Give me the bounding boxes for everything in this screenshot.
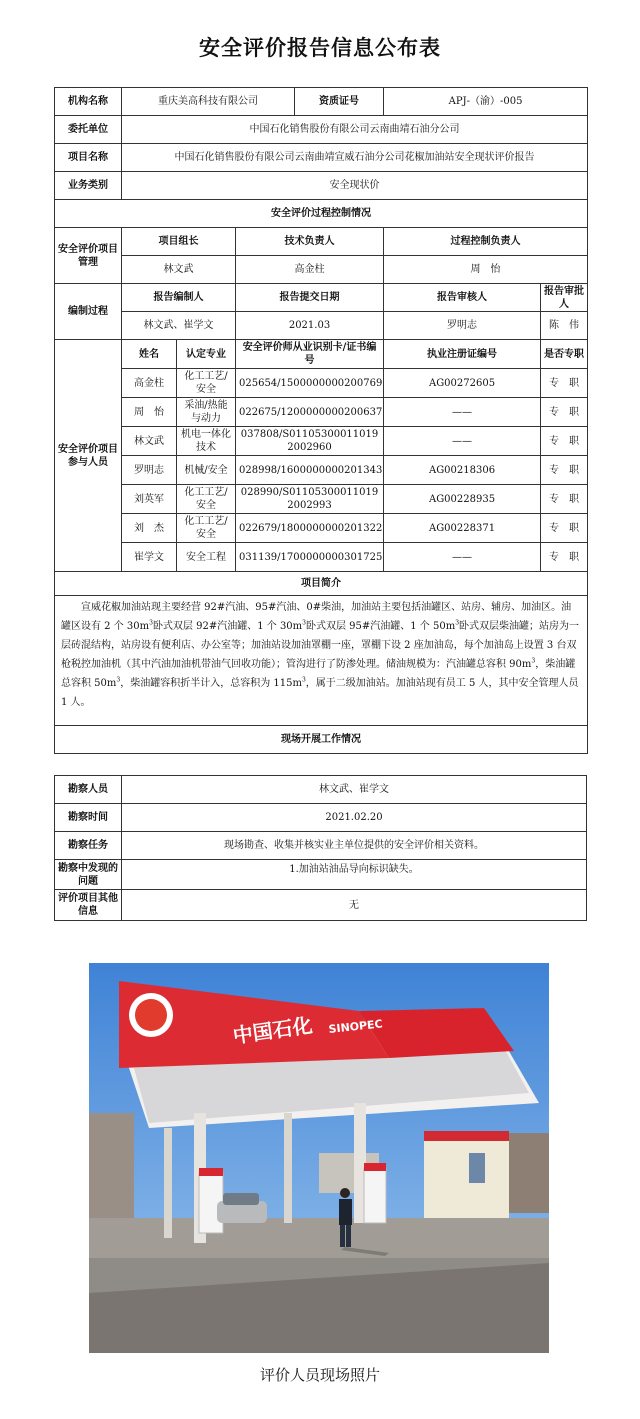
member-fulltime: 专 职 <box>541 398 588 427</box>
member-reg: AG00218306 <box>384 456 541 485</box>
business-type-label: 业务类别 <box>55 172 122 200</box>
other-info-label: 评价项目其他信息 <box>55 890 122 921</box>
client-value: 中国石化销售股份有限公司云南曲靖石油分公司 <box>122 116 588 144</box>
tech-leader-value: 高金柱 <box>236 256 384 284</box>
participants-label: 安全评价项目参与人员 <box>55 340 122 572</box>
member-reg: —— <box>384 543 541 572</box>
member-fulltime: 专 职 <box>541 485 588 514</box>
client-label: 委托单位 <box>55 116 122 144</box>
table-row <box>55 514 588 543</box>
member-cert: 022679/1800000000201322 <box>236 514 384 543</box>
member-fulltime: 专 职 <box>541 427 588 456</box>
survey-staff-value: 林文武、崔学文 <box>122 776 587 804</box>
member-fulltime: 专 职 <box>541 543 588 572</box>
col-fulltime-header: 是否专职 <box>541 340 588 369</box>
cert-no-value: APJ-（渝）-005 <box>384 88 588 116</box>
member-major: 机械/安全 <box>177 456 236 485</box>
table-row <box>55 427 588 456</box>
col-cert-header: 安全评价师从业识别卡/证书编号 <box>236 340 384 369</box>
member-reg: AG00228935 <box>384 485 541 514</box>
process-leader-label: 过程控制负责人 <box>384 228 588 256</box>
member-fulltime: 专 职 <box>541 369 588 398</box>
photo-caption: 评价人员现场照片 <box>259 1366 380 1384</box>
report-writer-label: 报告编制人 <box>122 284 236 312</box>
member-major: 化工工艺/安全 <box>177 485 236 514</box>
process-leader-value: 周 怡 <box>384 256 588 284</box>
member-major: 化工工艺/安全 <box>177 369 236 398</box>
member-major: 机电一体化技术 <box>177 427 236 456</box>
field-work-heading: 现场开展工作情况 <box>55 726 588 754</box>
canopy-brand-cn: 中国石化 <box>231 1013 314 1048</box>
project-leader-value: 林文武 <box>122 256 236 284</box>
member-cert: 022675/1200000000200637 <box>236 398 384 427</box>
project-name-value: 中国石化销售股份有限公司云南曲靖宣威石油分公司花椒加油站安全现状评价报告 <box>122 144 588 172</box>
project-name-label: 项目名称 <box>55 144 122 172</box>
submit-date-label: 报告提交日期 <box>236 284 384 312</box>
member-major: 安全工程 <box>177 543 236 572</box>
table-row <box>55 398 588 427</box>
approver-value: 陈 伟 <box>541 312 588 340</box>
reviewer-label: 报告审核人 <box>384 284 541 312</box>
survey-task-value: 现场勘查、收集并核实业主单位提供的安全评价相关资料。 <box>122 832 587 860</box>
project-leader-label: 项目组长 <box>122 228 236 256</box>
report-writer-value: 林文武、崔学文 <box>122 312 236 340</box>
member-reg: —— <box>384 398 541 427</box>
submit-date-value: 2021.03 <box>236 312 384 340</box>
member-major: 化工工艺/安全 <box>177 514 236 543</box>
approver-label: 报告审批人 <box>541 284 588 312</box>
business-type-value: 安全现状价 <box>122 172 588 200</box>
table-row <box>55 543 588 572</box>
member-reg: —— <box>384 427 541 456</box>
member-cert: 037808/S011053000110192002960 <box>236 427 384 456</box>
org-name-label: 机构名称 <box>55 88 122 116</box>
other-info-value: 无 <box>122 890 587 921</box>
survey-table <box>54 775 587 921</box>
survey-task-label: 勘察任务 <box>55 832 122 860</box>
project-mgmt-label: 安全评价项目管理 <box>55 228 122 284</box>
col-name-header: 姓名 <box>122 340 177 369</box>
project-intro: 宣威花椒加油站现主要经营 92#汽油、95#汽油、0#柴油，加油站主要包括油罐区、站房、辅房、加油区。油罐区设有 2 个 $30m^3$卧式双层 92#汽油罐、1 个 $30m^3$卧式双层 95#汽油罐、1 个 $50m^3$卧式双层柴油罐；站房为一层砖混结构，站房设有便利店、办公室等；加油站设加油罩棚一座，罩棚下设 2 座加油岛，每个加油岛上设置 3 台双枪税控加油机（其中汽油加油机带油气回收功能）；管沟进行了防渗处理。储油规模为：汽油罐总容积 $90m^3$，柴油罐总容积 $50m^3$，柴油罐容积折半计入，总容积为 $115m^3$，属于二级加油站。加油站现有员工 5 人，其中安全管理人员 1 人。 <box>55 596 588 726</box>
survey-issues-value: 1.加油站油品导向标识缺失。 <box>122 860 587 890</box>
table-row <box>55 369 588 398</box>
table-row <box>55 485 588 514</box>
col-reg-header: 执业注册证编号 <box>384 340 541 369</box>
intro-heading: 项目简介 <box>55 572 588 596</box>
member-reg: AG00228371 <box>384 514 541 543</box>
survey-staff-label: 勘察人员 <box>55 776 122 804</box>
process-control-heading: 安全评价过程控制情况 <box>55 200 588 228</box>
site-photo <box>89 963 549 1353</box>
survey-time-value: 2021.02.20 <box>122 804 587 832</box>
member-reg: AG00272605 <box>384 369 541 398</box>
member-name: 刘英军 <box>122 485 177 514</box>
page-title: 安全评价报告信息公布表 <box>199 36 441 60</box>
member-fulltime: 专 职 <box>541 456 588 485</box>
survey-issues-label: 勘察中发现的问题 <box>55 860 122 890</box>
member-cert: 028998/1600000000201343 <box>236 456 384 485</box>
canopy-brand-en: SINOPEC <box>327 1017 384 1036</box>
org-name-value: 重庆美高科技有限公司 <box>122 88 295 116</box>
reviewer-value: 罗明志 <box>384 312 541 340</box>
member-cert: 025654/1500000000200769 <box>236 369 384 398</box>
member-name: 林文武 <box>122 427 177 456</box>
report-info-table <box>54 87 588 754</box>
tech-leader-label: 技术负责人 <box>236 228 384 256</box>
member-major: 采油/热能与动力 <box>177 398 236 427</box>
table-row <box>55 456 588 485</box>
member-name: 罗明志 <box>122 456 177 485</box>
col-major-header: 认定专业 <box>177 340 236 369</box>
member-cert: 031139/1700000000301725 <box>236 543 384 572</box>
member-fulltime: 专 职 <box>541 514 588 543</box>
survey-time-label: 勘察时间 <box>55 804 122 832</box>
member-name: 崔学文 <box>122 543 177 572</box>
compile-label: 编制过程 <box>55 284 122 340</box>
member-name: 周 怡 <box>122 398 177 427</box>
member-name: 刘 杰 <box>122 514 177 543</box>
cert-no-label: 资质证号 <box>295 88 384 116</box>
member-cert: 028990/S011053000110192002993 <box>236 485 384 514</box>
member-name: 高金柱 <box>122 369 177 398</box>
